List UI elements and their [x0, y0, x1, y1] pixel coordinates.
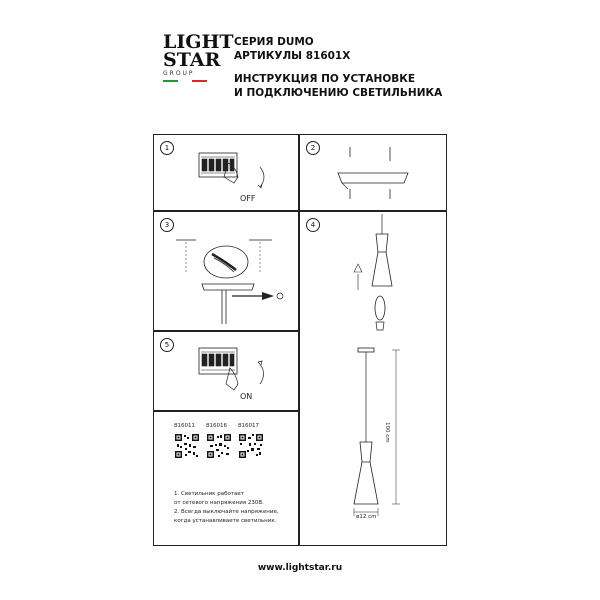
off-label: OFF	[240, 194, 256, 203]
flag-red	[192, 80, 207, 82]
installation-notes	[174, 490, 279, 526]
step-number-5: 5	[160, 338, 174, 352]
flag-green	[163, 80, 178, 82]
ceiling-mount-illustration	[300, 135, 448, 212]
logo-line-group: GROUP	[163, 70, 195, 77]
panel-step-5	[153, 331, 299, 411]
qr-code-816011[interactable]	[175, 434, 199, 458]
panel-step-2	[299, 134, 447, 211]
logo-line-light: LIGHT	[163, 31, 234, 53]
panel-step-4	[299, 211, 447, 546]
series-title: СЕРИЯ DUMO	[234, 36, 314, 48]
brand-logo	[163, 31, 234, 82]
flag-white	[178, 80, 193, 82]
instruction-title-1: ИНСТРУКЦИЯ ПО УСТАНОВКЕ	[234, 73, 416, 85]
step-number-1: 1	[160, 141, 174, 155]
logo-line-star: STAR	[163, 49, 221, 71]
on-label: ON	[240, 392, 253, 401]
breaker-off-illustration	[154, 135, 300, 212]
step-number-4: 4	[306, 218, 320, 232]
qr-label-816017: 816017	[238, 423, 259, 429]
diameter-dimension: ø12 cm	[356, 514, 377, 520]
logo-flag	[163, 80, 207, 82]
height-dimension: 100 cm	[384, 422, 390, 443]
instruction-title-2: И ПОДКЛЮЧЕНИЮ СВЕТИЛЬНИКА	[234, 87, 443, 99]
header-block	[234, 35, 442, 100]
step-number-3: 3	[160, 218, 174, 232]
article-numbers: АРТИКУЛЫ 81601X	[234, 50, 351, 62]
qr-code-816016[interactable]	[207, 434, 231, 458]
note-line-4: когда устанавливаете светильник.	[174, 518, 277, 524]
panel-info	[153, 411, 299, 546]
panel-step-3	[153, 211, 299, 331]
step-number-2: 2	[306, 141, 320, 155]
breaker-on-illustration	[154, 332, 300, 412]
qr-label-816011: 816011	[174, 423, 195, 429]
note-line-3: 2. Всегда выключайте напряжение,	[174, 509, 279, 515]
note-line-2: от сетевого напряжения 230В.	[174, 500, 264, 506]
qr-label-816016: 816016	[206, 423, 227, 429]
note-line-1: 1. Светильник работает	[174, 491, 245, 497]
lamp-assembly-illustration	[300, 212, 448, 547]
wiring-illustration	[154, 212, 300, 332]
website-link[interactable]: www.lightstar.ru	[257, 563, 343, 573]
qr-code-816017[interactable]	[239, 434, 263, 458]
panel-step-1	[153, 134, 299, 211]
